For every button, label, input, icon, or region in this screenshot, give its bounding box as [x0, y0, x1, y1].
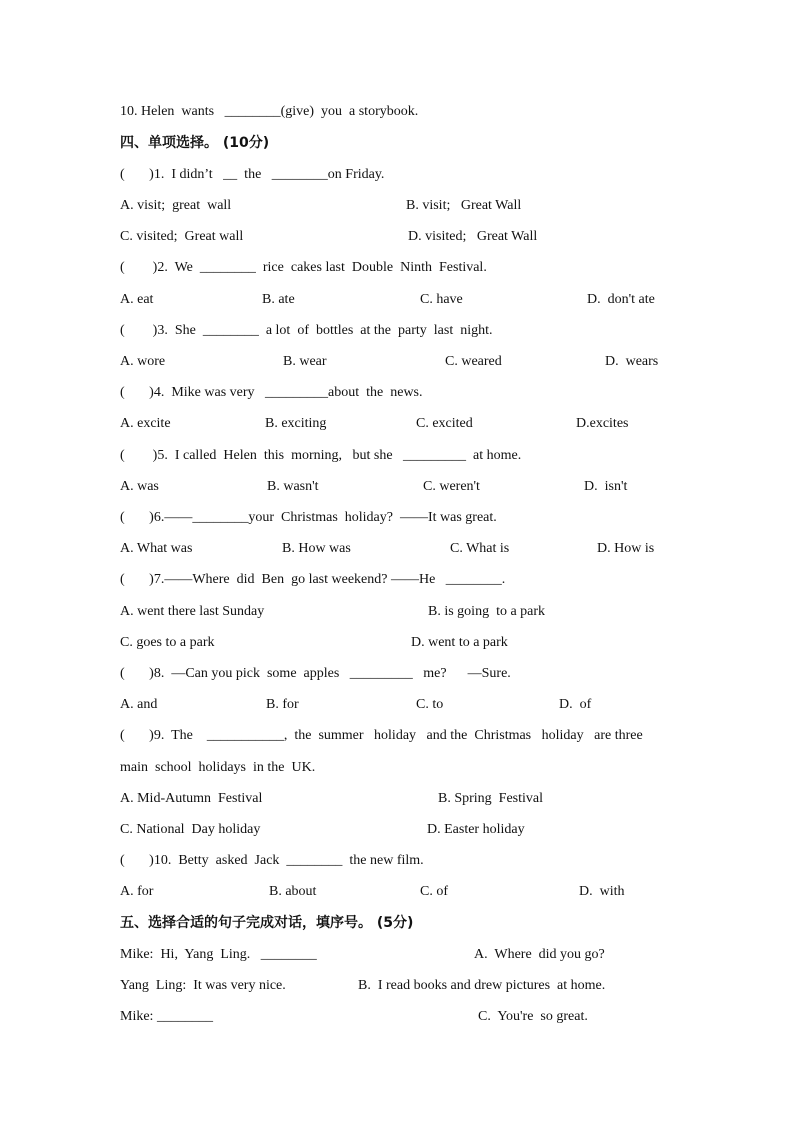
- q9-option-d: D. Easter holiday: [427, 822, 525, 837]
- q7-option-b: B. is going to a park: [428, 604, 546, 619]
- q9-option-a: A. Mid-Autumn Festival: [120, 791, 263, 806]
- question-9-continued: main school holidays in the UK.: [120, 760, 316, 775]
- question-4: ( )4. Mike was very _________about the news.: [120, 385, 423, 400]
- q9-option-c: C. National Day holiday: [120, 822, 261, 837]
- q9-option-b: B. Spring Festival: [438, 791, 544, 806]
- q10-option-a: A. for: [120, 884, 154, 899]
- q3-option-d: D. wears: [605, 354, 659, 369]
- q6-option-c: C. What is: [450, 541, 510, 556]
- question-5: ( )5. I called Helen this morning, but she _________ at home.: [120, 448, 522, 463]
- q3-option-b: B. wear: [283, 354, 327, 369]
- q7-option-a: A. went there last Sunday: [120, 604, 265, 619]
- fill-in-item-10: 10. Helen wants ________(give) you a storybook.: [120, 104, 419, 119]
- dialogue-line-2: Yang Ling: It was very nice.: [120, 978, 286, 993]
- question-6: ( )6.——________your Christmas holiday? ——It was great.: [120, 510, 497, 525]
- dialogue-line-3: Mike: ________: [120, 1009, 213, 1024]
- question-9: ( )9. The ___________, the summer holiday and the Christmas holiday are three: [120, 728, 643, 743]
- q10-option-c: C. of: [420, 884, 448, 899]
- section-4-heading: 四、单项选择。 (10分): [120, 135, 270, 151]
- q2-option-b: B. ate: [262, 292, 295, 307]
- q7-option-c: C. goes to a park: [120, 635, 215, 650]
- q3-option-a: A. wore: [120, 354, 166, 369]
- question-7: ( )7.——Where did Ben go last weekend? ——He ________.: [120, 572, 506, 587]
- q6-option-b: B. How was: [282, 541, 351, 556]
- q8-option-b: B. for: [266, 697, 299, 712]
- section-5-heading: 五、选择合适的句子完成对话，填序号。 (5分): [120, 915, 414, 931]
- q8-option-a: A. and: [120, 697, 158, 712]
- q2-option-d: D. don't ate: [587, 292, 655, 307]
- q2-option-a: A. eat: [120, 292, 154, 307]
- q1-option-a: A. visit; great wall: [120, 198, 232, 213]
- q4-option-c: C. excited: [416, 416, 473, 431]
- choice-c: C. You're so great.: [478, 1009, 588, 1024]
- choice-a: A. Where did you go?: [474, 947, 605, 962]
- q8-option-d: D. of: [559, 697, 592, 712]
- q1-option-c: C. visited; Great wall: [120, 229, 244, 244]
- q5-option-a: A. was: [120, 479, 159, 494]
- q4-option-a: A. excite: [120, 416, 171, 431]
- choice-b: B. I read books and drew pictures at home.: [358, 978, 606, 993]
- q6-option-d: D. How is: [597, 541, 655, 556]
- q6-option-a: A. What was: [120, 541, 193, 556]
- q5-option-b: B. wasn't: [267, 479, 319, 494]
- question-10: ( )10. Betty asked Jack ________ the new film.: [120, 853, 424, 868]
- q5-option-d: D. isn't: [584, 479, 628, 494]
- q10-option-d: D. with: [579, 884, 625, 899]
- q1-option-d: D. visited; Great Wall: [408, 229, 538, 244]
- q5-option-c: C. weren't: [423, 479, 480, 494]
- q4-option-d: D.excites: [576, 416, 629, 431]
- q10-option-b: B. about: [269, 884, 317, 899]
- question-8: ( )8. —Can you pick some apples _________ me? —Sure.: [120, 666, 511, 681]
- question-1: ( )1. I didn’t __ the ________on Friday.: [120, 167, 385, 182]
- question-3: ( )3. She ________ a lot of bottles at the party last night.: [120, 323, 493, 338]
- q2-option-c: C. have: [420, 292, 463, 307]
- q7-option-d: D. went to a park: [411, 635, 508, 650]
- q3-option-c: C. weared: [445, 354, 502, 369]
- q8-option-c: C. to: [416, 697, 444, 712]
- q1-option-b: B. visit; Great Wall: [406, 198, 522, 213]
- q4-option-b: B. exciting: [265, 416, 327, 431]
- dialogue-line-1: Mike: Hi, Yang Ling. ________: [120, 947, 317, 962]
- question-2: ( )2. We ________ rice cakes last Double Ninth Festival.: [120, 260, 487, 275]
